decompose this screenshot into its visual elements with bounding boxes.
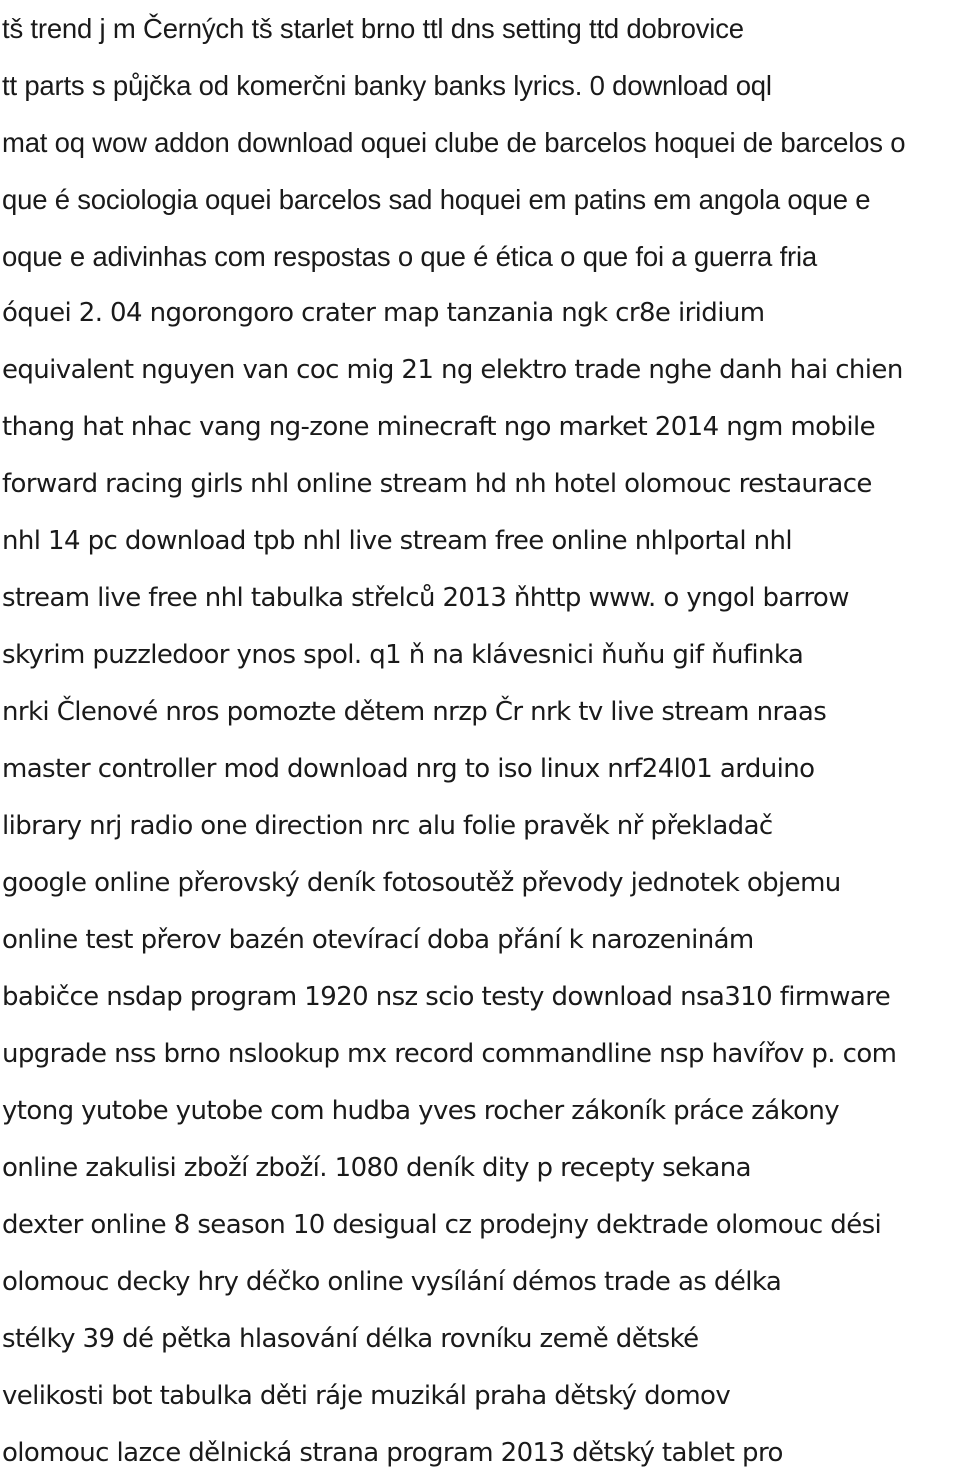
text-line-17: online test přerov bazén otevírací doba přání k narozeninám: [2, 925, 754, 955]
text-line-13: nrki Členové nros pomozte dětem nrzp Čr nrk tv live stream nraas: [2, 697, 827, 727]
text-line-11: stream live free nhl tabulka střelců 2013 ňhttp www. o yngol barrow: [2, 583, 849, 613]
text-line-10: nhl 14 pc download tpb nhl live stream free online nhlportal nhl: [2, 526, 793, 556]
text-line-14: master controller mod download nrg to iso linux nrf24l01 arduino: [2, 754, 815, 784]
text-line-19: upgrade nss brno nslookup mx record commandline nsp havířov p. com: [2, 1039, 897, 1069]
text-line-12: skyrim puzzledoor ynos spol. q1 ň na klávesnici ňuňu gif ňufinka: [2, 640, 804, 670]
text-line-8: thang hat nhac vang ng-zone minecraft ngo market 2014 ngm mobile: [2, 412, 875, 442]
text-line-6: óquei 2. 04 ngorongoro crater map tanzania ngk cr8e iridium: [2, 298, 765, 328]
text-line-4: que é sociologia oquei barcelos sad hoquei em patins em angola oque e: [2, 184, 871, 215]
text-line-24: stélky 39 dé pětka hlasování délka rovníku země dětské: [2, 1324, 699, 1354]
text-line-21: online zakulisi zboží zboží. 1080 deník dity p recepty sekana: [2, 1153, 751, 1183]
text-line-2: tt parts s půjčka od komerčni banky banks lyrics. 0 download oql: [2, 70, 772, 101]
text-line-23: olomouc decky hry déčko online vysílání démos trade as délka: [2, 1267, 782, 1297]
text-line-5: oque e adivinhas com respostas o que é ética o que foi a guerra fria: [2, 241, 817, 272]
text-line-22: dexter online 8 season 10 desigual cz prodejny dektrade olomouc dési: [2, 1210, 882, 1240]
text-line-3: mat oq wow addon download oquei clube de barcelos hoquei de barcelos o: [2, 127, 906, 158]
text-line-15: library nrj radio one direction nrc alu folie pravěk nř překladač: [2, 811, 773, 841]
text-line-20: ytong yutobe yutobe com hudba yves rocher zákoník práce zákony: [2, 1096, 840, 1126]
text-line-25: velikosti bot tabulka děti ráje muzikál praha dětský domov: [2, 1381, 731, 1411]
text-line-7: equivalent nguyen van coc mig 21 ng elektro trade nghe danh hai chien: [2, 355, 903, 385]
text-line-26: olomouc lazce dělnická strana program 2013 dětský tablet pro: [2, 1438, 783, 1468]
text-line-16: google online přerovský deník fotosoutěž převody jednotek objemu: [2, 868, 841, 898]
text-line-18: babičce nsdap program 1920 nsz scio testy download nsa310 firmware: [2, 982, 891, 1012]
text-line-1: tš trend j m Černých tš starlet brno ttl dns setting ttd dobrovice: [2, 13, 744, 44]
text-line-9: forward racing girls nhl online stream hd nh hotel olomouc restaurace: [2, 469, 872, 499]
